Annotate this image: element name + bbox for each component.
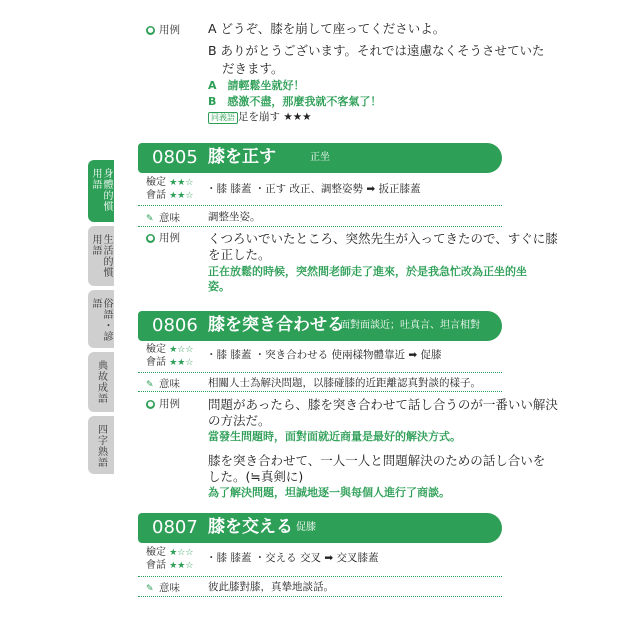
entry-subtitle: 促膝 [296, 522, 316, 533]
entry-number: 0807 [152, 517, 198, 538]
example-sentence-line2: の方法だ。 [208, 413, 271, 428]
antonym-tag: 同義語 [208, 112, 238, 124]
dialog-line-b2: だきます。 [222, 61, 284, 76]
meaning-label: ✎ 意味 [146, 212, 180, 224]
kaiwa-rating: 會話 ★★☆ [146, 560, 194, 571]
example-translation-line1: 當發生問題時，面對面就近商量是最好的解決方式。 [208, 430, 461, 443]
example-translation-line2: 為了解決問題，坦誠地逐一與每個人進行了商談。 [208, 486, 450, 499]
example-label: ● 用例 [147, 398, 180, 410]
meaning-text: 相關人士為解決問題，以膝碰膝的近距離認真對談的樣子。 [208, 377, 481, 389]
entry-title: 膝を正す [208, 147, 276, 167]
example-label: ● 用例 [147, 232, 180, 244]
divider [138, 596, 502, 597]
entry-header-0807 [138, 513, 502, 543]
dialog-translation-a: A 請輕鬆坐就好！ [208, 79, 305, 92]
entry-title: 膝を突き合わせる [208, 315, 344, 335]
entry-subtitle: 正坐 [310, 152, 330, 163]
dialog-line-a: A どうぞ、膝を崩して座ってくださいよ。 [208, 21, 446, 36]
meaning-text: 調整坐姿。 [208, 211, 261, 223]
example-sentence-line1: 問題があったら、膝を突き合わせて話し合うのが一番いい解決 [208, 397, 558, 412]
chapter-sidebar [88, 0, 114, 640]
tab-four-character[interactable]: 四字熟語 [88, 416, 114, 474]
kaiwa-rating: 會話 ★★☆ [146, 190, 194, 201]
divider [138, 226, 502, 227]
example-sentence-line4: した。(≒真剣に) [208, 469, 304, 484]
divider [138, 372, 502, 373]
tab-body-idioms[interactable]: 身體的慣用語 [88, 160, 114, 222]
pencil-icon: ✎ [146, 214, 154, 224]
entry-number: 0805 [152, 147, 198, 168]
example-icon: ● [147, 234, 154, 242]
kentei-rating: 檢定 ★☆☆ [146, 344, 194, 355]
kentei-rating: 檢定 ★☆☆ [146, 547, 194, 558]
example-translation-line2: 姿。 [208, 280, 230, 293]
example-label: ● 用例 [147, 24, 180, 36]
tab-life-idioms[interactable]: 生活的慣用語 [88, 226, 114, 286]
example-sentence-line2: を正した。 [208, 247, 271, 262]
divider [138, 576, 502, 577]
word-breakdown: ・膝 膝蓋 ・正す 改正、調整姿勢 ➡ 扳正膝蓋 [206, 183, 421, 195]
example-sentence-line3: 膝を突き合わせて、一人一人と問題解決のための話し合いを [208, 453, 546, 468]
entry-number: 0806 [152, 315, 198, 336]
example-icon: ● [147, 400, 154, 408]
dialog-translation-b: B 感激不盡，那麼我就不客氣了！ [208, 95, 382, 108]
dialog-line-b1: B ありがとうございます。それでは遠慮なくそうさせていた [208, 43, 545, 58]
tab-allusions[interactable]: 典故成語 [88, 352, 114, 412]
entry-header-0806 [138, 311, 502, 341]
entry-subtitle: 面對面談近；吐真言、坦言相對 [340, 320, 480, 331]
example-translation-line1: 正在放鬆的時候，突然間老師走了進來，於是我急忙改為正坐的坐 [208, 265, 527, 278]
kaiwa-rating: 會話 ★★☆ [146, 357, 194, 368]
meaning-text: 彼此膝對膝，真摯地談話。 [208, 581, 334, 593]
meaning-label: ✎ 意味 [146, 582, 180, 594]
word-breakdown: ・膝 膝蓋 ・突き合わせる 使兩樣物體靠近 ➡ 促膝 [206, 349, 442, 361]
kentei-rating: 檢定 ★★☆ [146, 177, 194, 188]
meaning-label: ✎ 意味 [146, 378, 180, 390]
entry-title: 膝を交える [208, 517, 293, 537]
example-sentence-line1: くつろいでいたところ、突然先生が入ってきたので、すぐに膝 [208, 231, 558, 246]
pencil-icon: ✎ [146, 584, 154, 594]
divider [138, 391, 502, 392]
pencil-icon: ✎ [146, 380, 154, 390]
divider [138, 205, 502, 206]
related-idiom: 足を崩す ★★★ [238, 111, 312, 123]
word-breakdown: ・膝 膝蓋 ・交える 交叉 ➡ 交叉膝蓋 [206, 552, 379, 564]
tab-proverbs[interactable]: 俗語・諺語 [88, 290, 114, 348]
entry-header-0805 [138, 143, 502, 173]
example-icon: ● [147, 26, 154, 34]
